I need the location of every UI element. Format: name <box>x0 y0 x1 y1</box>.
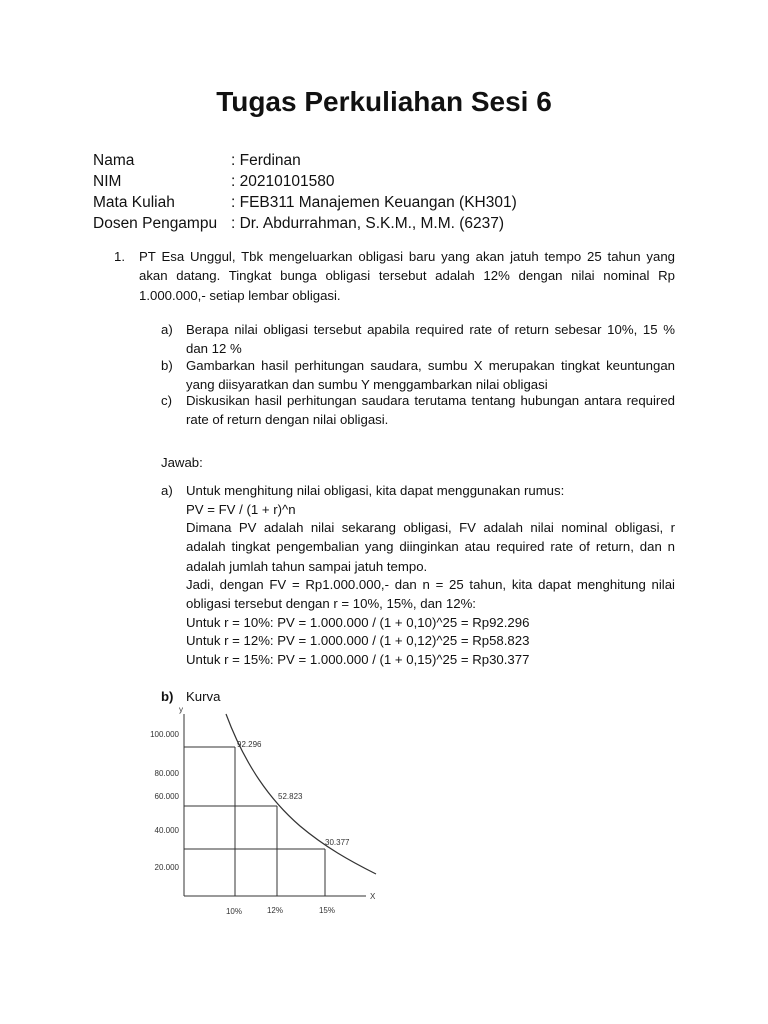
info-key: Mata Kuliah <box>93 194 175 211</box>
info-key: Dosen Pengampu <box>93 215 218 232</box>
info-key: Nama <box>93 152 135 169</box>
sub-question-label: a) <box>161 322 173 337</box>
question-number: 1. <box>114 249 125 264</box>
formula-explanation: Dimana PV adalah nilai sekarang obligasi, FV adalah nilai nominal obligasi, r adalah tingkat pengembalian yang diinginkan atau required rate of return, dan n adalah jumlah tahun sampai jatuh tempo. <box>186 520 675 574</box>
given-values: Jadi, dengan FV = Rp1.000.000,- dan n = 25 tahun, kita dapat menghitung nilai obligasi tersebut dengan r = 10%, 15%, dan 12%: <box>186 577 675 612</box>
x-tick-label: 15% <box>318 906 336 915</box>
calc-10-percent: Untuk r = 10%: PV = 1.000.000 / (1 + 0,10)^25 = Rp92.296 <box>186 615 530 630</box>
sub-question-label: c) <box>161 393 172 408</box>
answer-b-title: Kurva <box>186 689 221 704</box>
bond-value-curve <box>226 714 376 874</box>
y-tick-label: 40.000 <box>154 826 179 835</box>
sub-question-c: Diskusikan hasil perhitungan saudara terutama tentang hubungan antara required rate of return dengan nilai obligasi. <box>186 393 675 428</box>
info-value: : FEB311 Manajemen Keuangan (KH301) <box>231 194 517 211</box>
x-tick-label: 12% <box>266 906 284 915</box>
y-tick-label: 60.000 <box>154 792 179 801</box>
formula: PV = FV / (1 + r)^n <box>186 502 296 517</box>
sub-question-label: b) <box>161 358 173 373</box>
calc-12-percent: Untuk r = 12%: PV = 1.000.000 / (1 + 0,12)^25 = Rp58.823 <box>186 633 530 648</box>
question-text: PT Esa Unggul, Tbk mengeluarkan obligasi baru yang akan jatuh tempo 25 tahun yang akan datang. Tingkat bunga obligasi tersebut adalah 12% dengan nilai nominal Rp 1.000.000,- setiap lembar obligasi. <box>139 249 675 303</box>
info-value: : 20210101580 <box>231 173 335 190</box>
answer-b-label: b) <box>161 689 174 704</box>
y-tick-label: 100.000 <box>150 730 179 739</box>
sub-question-a: Berapa nilai obligasi tersebut apabila required rate of return sebesar 10%, 15 % dan 12 % <box>186 322 675 357</box>
calc-15-percent: Untuk r = 15%: PV = 1.000.000 / (1 + 0,15)^25 = Rp30.377 <box>186 652 530 667</box>
y-tick-label: 20.000 <box>154 863 179 872</box>
document-title: Tugas Perkuliahan Sesi 6 <box>216 86 552 117</box>
answer-a-intro: Untuk menghitung nilai obligasi, kita dapat menggunakan rumus: <box>186 483 565 498</box>
y-axis-label: y <box>179 705 183 714</box>
info-value: : Ferdinan <box>231 152 301 169</box>
data-label: 52.823 <box>278 792 303 801</box>
answer-heading: Jawab: <box>161 455 203 470</box>
y-tick-label: 80.000 <box>154 769 179 778</box>
data-label: 30.377 <box>325 838 350 847</box>
sub-question-b: Gambarkan hasil perhitungan saudara, sumbu X merupakan tingkat keuntungan yang diisyaratkan dan sumbu Y menggambarkan nilai obligasi <box>186 358 675 393</box>
info-key: NIM <box>93 173 122 190</box>
x-tick-label: 10% <box>225 907 243 916</box>
info-value: : Dr. Abdurrahman, S.K.M., M.M. (6237) <box>231 215 505 232</box>
x-axis-label: X <box>370 892 376 901</box>
data-label: 92.296 <box>237 740 262 749</box>
answer-a-label: a) <box>161 483 173 498</box>
